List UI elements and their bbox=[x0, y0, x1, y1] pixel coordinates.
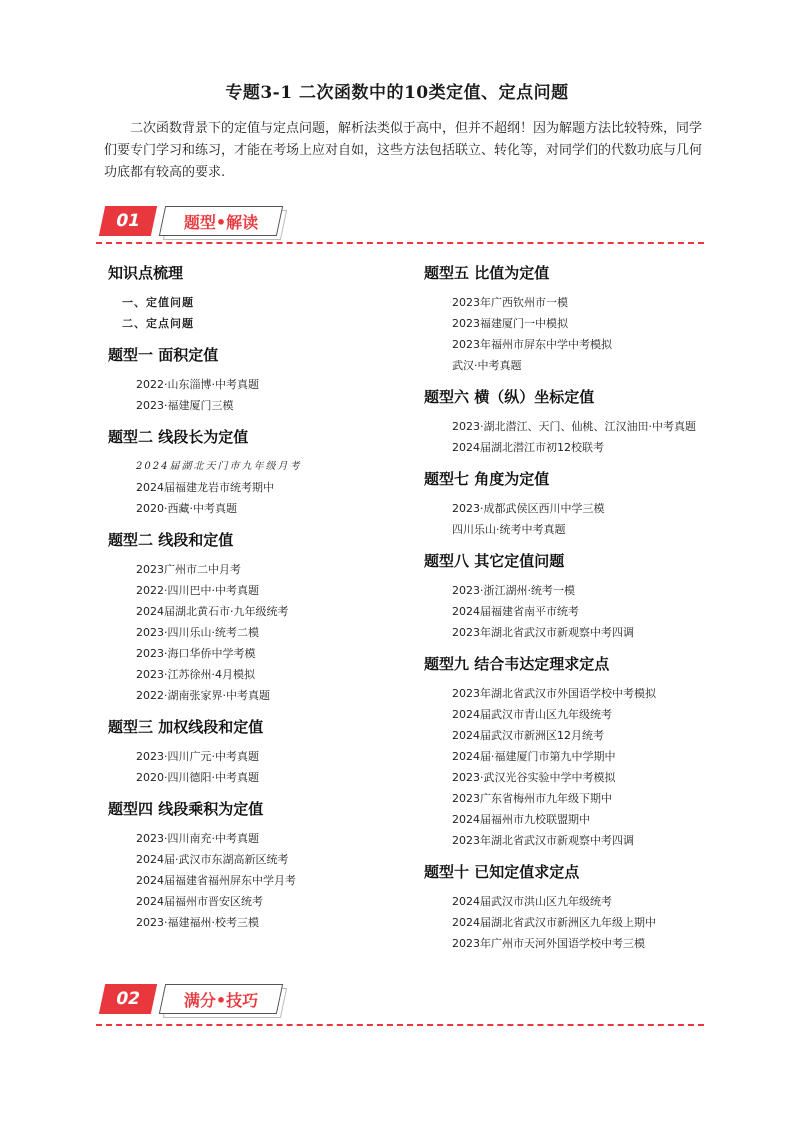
toc-item: 2020·四川德阳·中考真题 bbox=[136, 771, 259, 784]
toc-group bbox=[108, 426, 408, 519]
group-title: 题型十 已知定值求定点 bbox=[424, 863, 580, 881]
toc-item: 2023·四川乐山·统考二模 bbox=[136, 626, 259, 639]
toc-item: 2024届武汉市洪山区九年级统考 bbox=[452, 895, 612, 908]
toc-item: 一、定值问题 bbox=[122, 296, 194, 309]
toc-group bbox=[424, 468, 724, 540]
group-title: 题型六 横（纵）坐标定值 bbox=[424, 388, 595, 406]
toc-item: 2024届武汉市新洲区12月统考 bbox=[452, 729, 604, 742]
group-title: 题型四 线段乘积为定值 bbox=[108, 800, 264, 818]
toc-item: 2023广州市二中月考 bbox=[136, 563, 241, 576]
section-divider bbox=[96, 1024, 704, 1026]
group-title: 知识点梳理 bbox=[108, 264, 184, 282]
toc-item: 2024届湖北潜江市初12校联考 bbox=[452, 441, 604, 454]
toc-left-column bbox=[108, 262, 408, 943]
toc-group bbox=[424, 386, 724, 458]
toc-item: 2023·四川广元·中考真题 bbox=[136, 750, 259, 763]
page-title: 专题3-1 二次函数中的10类定值、定点问题 bbox=[225, 83, 569, 103]
toc-item: 2023年广西钦州市一模 bbox=[452, 296, 568, 309]
toc-item: 2024届湖北省武汉市新洲区九年级上期中 bbox=[452, 916, 656, 929]
section-banner-1 bbox=[96, 206, 296, 240]
toc-item: 2024届湖北黄石市·九年级统考 bbox=[136, 605, 289, 618]
toc-item: 2024届武汉市青山区九年级统考 bbox=[452, 708, 612, 721]
toc-item: 2023年湖北省武汉市新观察中考四调 bbox=[452, 834, 634, 847]
section-banner-2 bbox=[96, 984, 296, 1018]
toc-item: 2020·西藏·中考真题 bbox=[136, 502, 237, 515]
toc-group bbox=[424, 653, 724, 851]
toc-item: 2022·四川巴中·中考真题 bbox=[136, 584, 259, 597]
section-label: 满分•技巧 bbox=[159, 984, 283, 1014]
toc-item: 二、定点问题 bbox=[122, 317, 194, 330]
group-title: 题型九 结合韦达定理求定点 bbox=[424, 655, 610, 673]
toc-right-column bbox=[424, 262, 724, 964]
toc-group bbox=[108, 716, 408, 788]
toc-item: 2024届福建龙岩市统考期中 bbox=[136, 481, 274, 494]
group-title: 题型三 加权线段和定值 bbox=[108, 718, 264, 736]
toc-item: 2024届湖北天门市九年级月考 bbox=[136, 461, 302, 472]
toc-item: 2023·成都武侯区西川中学三模 bbox=[452, 502, 605, 515]
intro-paragraph: 二次函数背景下的定值与定点问题，解析法类似于高中，但并不超纲！因为解题方法比较特殊，同学们要专门学习和练习，才能在考场上应对自如，这些方法包括联立、转化等，对同学们的代数功底与几何功底都有较高的要求. bbox=[104, 121, 703, 180]
toc-item: 2023年广州市天河外国语学校中考三模 bbox=[452, 937, 645, 950]
toc-item: 2022·山东淄博·中考真题 bbox=[136, 378, 259, 391]
toc-item: 2023·福建厦门三模 bbox=[136, 399, 234, 412]
toc-group bbox=[108, 798, 408, 933]
section-divider bbox=[96, 242, 704, 244]
section-label: 题型•解读 bbox=[159, 206, 283, 236]
toc-item: 2023广东省梅州市九年级下期中 bbox=[452, 792, 612, 805]
toc-item: 2024届福建省南平市统考 bbox=[452, 605, 579, 618]
toc-item: 2023年湖北省武汉市新观察中考四调 bbox=[452, 626, 634, 639]
toc-item: 2023·福建福州·校考三模 bbox=[136, 916, 259, 929]
group-title: 题型五 比值为定值 bbox=[424, 264, 550, 282]
toc-item: 四川乐山·统考中考真题 bbox=[452, 523, 566, 536]
toc-item: 2024届福建省福州屏东中学月考 bbox=[136, 874, 296, 887]
group-title: 题型一 面积定值 bbox=[108, 346, 219, 364]
toc-item: 2023·浙江湖州·统考一模 bbox=[452, 584, 575, 597]
section-number: 01 bbox=[99, 206, 157, 236]
toc-item: 2023·四川南充·中考真题 bbox=[136, 832, 259, 845]
toc-item: 2023福建厦门一中模拟 bbox=[452, 317, 568, 330]
toc-group bbox=[424, 262, 724, 376]
toc-item: 武汉·中考真题 bbox=[452, 359, 522, 372]
toc-group bbox=[108, 529, 408, 706]
toc-item: 2022·湖南张家界·中考真题 bbox=[136, 689, 270, 702]
toc-group bbox=[108, 262, 408, 334]
toc-item: 2023·湖北潜江、天门、仙桃、江汉油田·中考真题 bbox=[452, 420, 696, 433]
toc-item: 2024届·武汉市东湖高新区统考 bbox=[136, 853, 289, 866]
toc-item: 2023年湖北省武汉市外国语学校中考模拟 bbox=[452, 687, 656, 700]
toc-group bbox=[424, 550, 724, 643]
toc-item: 2024届福州市晋安区统考 bbox=[136, 895, 263, 908]
group-title: 题型二 线段和定值 bbox=[108, 531, 234, 549]
toc-group bbox=[424, 861, 724, 954]
toc-group bbox=[108, 344, 408, 416]
group-title: 题型八 其它定值问题 bbox=[424, 552, 565, 570]
group-title: 题型七 角度为定值 bbox=[424, 470, 550, 488]
group-title: 题型二 线段长为定值 bbox=[108, 428, 249, 446]
toc-item: 2023·江苏徐州·4月模拟 bbox=[136, 668, 255, 681]
toc-item: 2023年福州市屏东中学中考模拟 bbox=[452, 338, 612, 351]
toc-item: 2024届·福建厦门市第九中学期中 bbox=[452, 750, 616, 763]
section-number: 02 bbox=[99, 984, 157, 1014]
toc-item: 2023·武汉光谷实验中学中考模拟 bbox=[452, 771, 616, 784]
toc-item: 2024届福州市九校联盟期中 bbox=[452, 813, 590, 826]
toc-item: 2023·海口华侨中学考模 bbox=[136, 647, 256, 660]
